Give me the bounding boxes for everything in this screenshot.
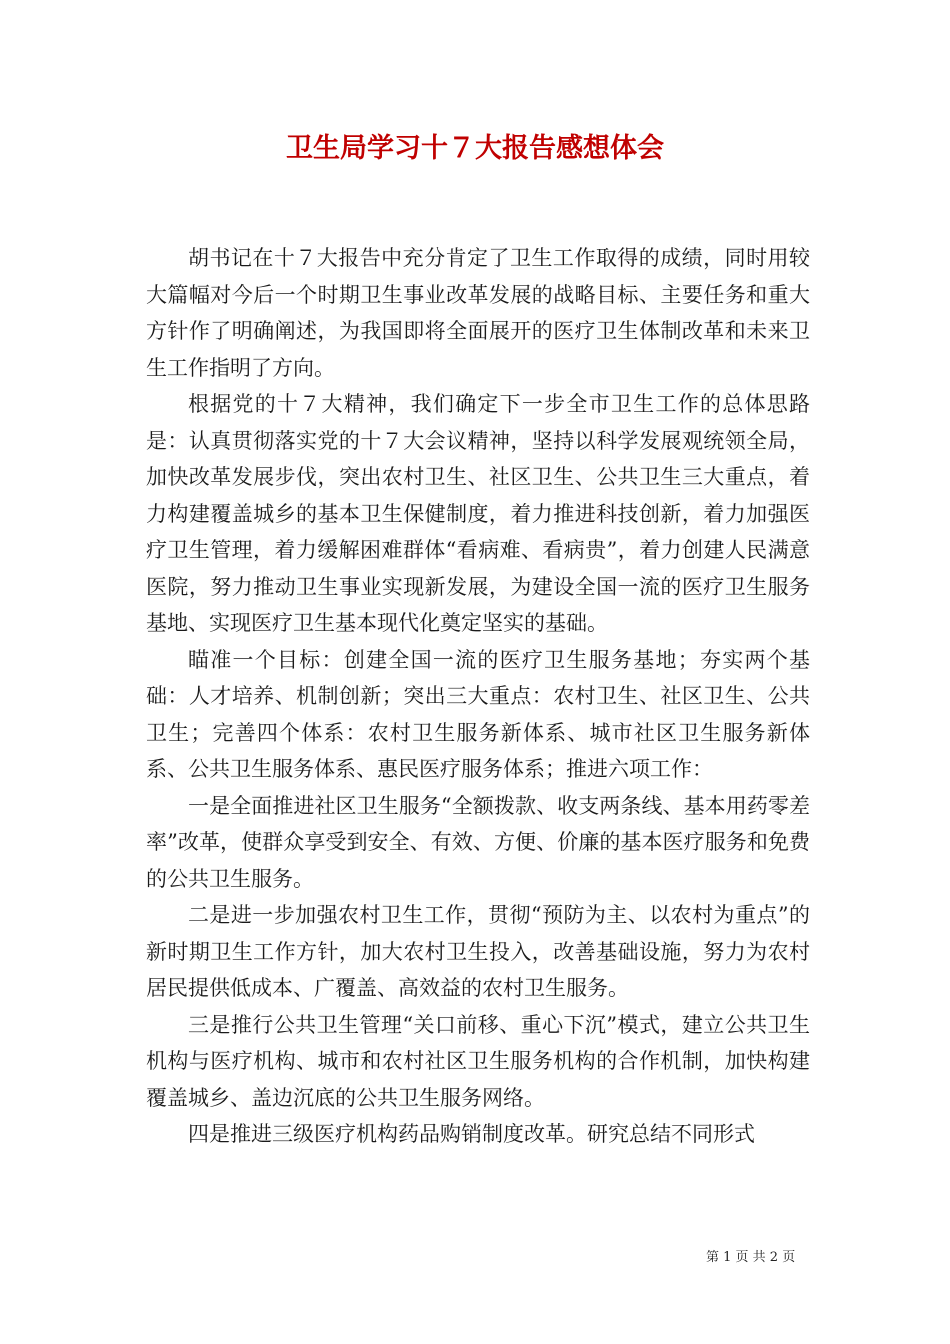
paragraph-7: 四是推进三级医疗机构药品购销制度改革。研究总结不同形式 <box>188 1122 755 1146</box>
paragraph-2: 根据党的十７大精神，我们确定下一步全市卫生工作的总体思路是：认真贯彻落实党的十７大会议精神，坚持以科学发展观统领全局，加快改革发展步伐，突出农村卫生、社区卫生、公共卫生三大重点，着力构建覆盖城乡的基本卫生保健制度，着力推进科技创新，着力加强医疗卫生管理，着力缓解困难群体“看病难、看病贵”，着力创建人民满意医院，努力推动卫生事业实现新发展，为建设全国一流的医疗卫生服务基地、实现医疗卫生基本现代化奠定坚实的基础。 <box>146 392 810 635</box>
page-number-footer: 第 1 页 共 2 页 <box>706 1250 796 1265</box>
paragraph-6: 三是推行公共卫生管理“关口前移、重心下沉”模式，建立公共卫生机构与医疗机构、城市和农村社区卫生服务机构的合作机制，加快构建覆盖城乡、盖边沉底的公共卫生服务网络。 <box>146 1012 810 1110</box>
paragraph-5: 二是进一步加强农村卫生工作，贯彻“预防为主、以农村为重点”的新时期卫生工作方针，加大农村卫生投入，改善基础设施，努力为农村居民提供低成本、广覆盖、高效益的农村卫生服务。 <box>146 903 810 1000</box>
paragraph-4: 一是全面推进社区卫生服务“全额拨款、收支两条线、基本用药零差率”改革，使群众享受到安全、有效、方便、价廉的基本医疗服务和免费的公共卫生服务。 <box>146 793 810 891</box>
paragraph-1: 胡书记在十７大报告中充分肯定了卫生工作取得的成绩，同时用较大篇幅对今后一个时期卫生事业改革发展的战略目标、主要任务和重大方针作了明确阐述，为我国即将全面展开的医疗卫生体制改革和未来卫生工作指明了方向。 <box>146 246 810 380</box>
document-title: 卫生局学习十７大报告感想体会 <box>286 133 664 164</box>
paragraph-3: 瞄准一个目标：创建全国一流的医疗卫生服务基地；夯实两个基础：人才培养、机制创新；突出三大重点：农村卫生、社区卫生、公共卫生；完善四个体系：农村卫生服务新体系、城市社区卫生服务新体系、公共卫生服务体系、惠民医疗服务体系；推进六项工作： <box>146 647 810 781</box>
document-body <box>146 240 810 1153</box>
